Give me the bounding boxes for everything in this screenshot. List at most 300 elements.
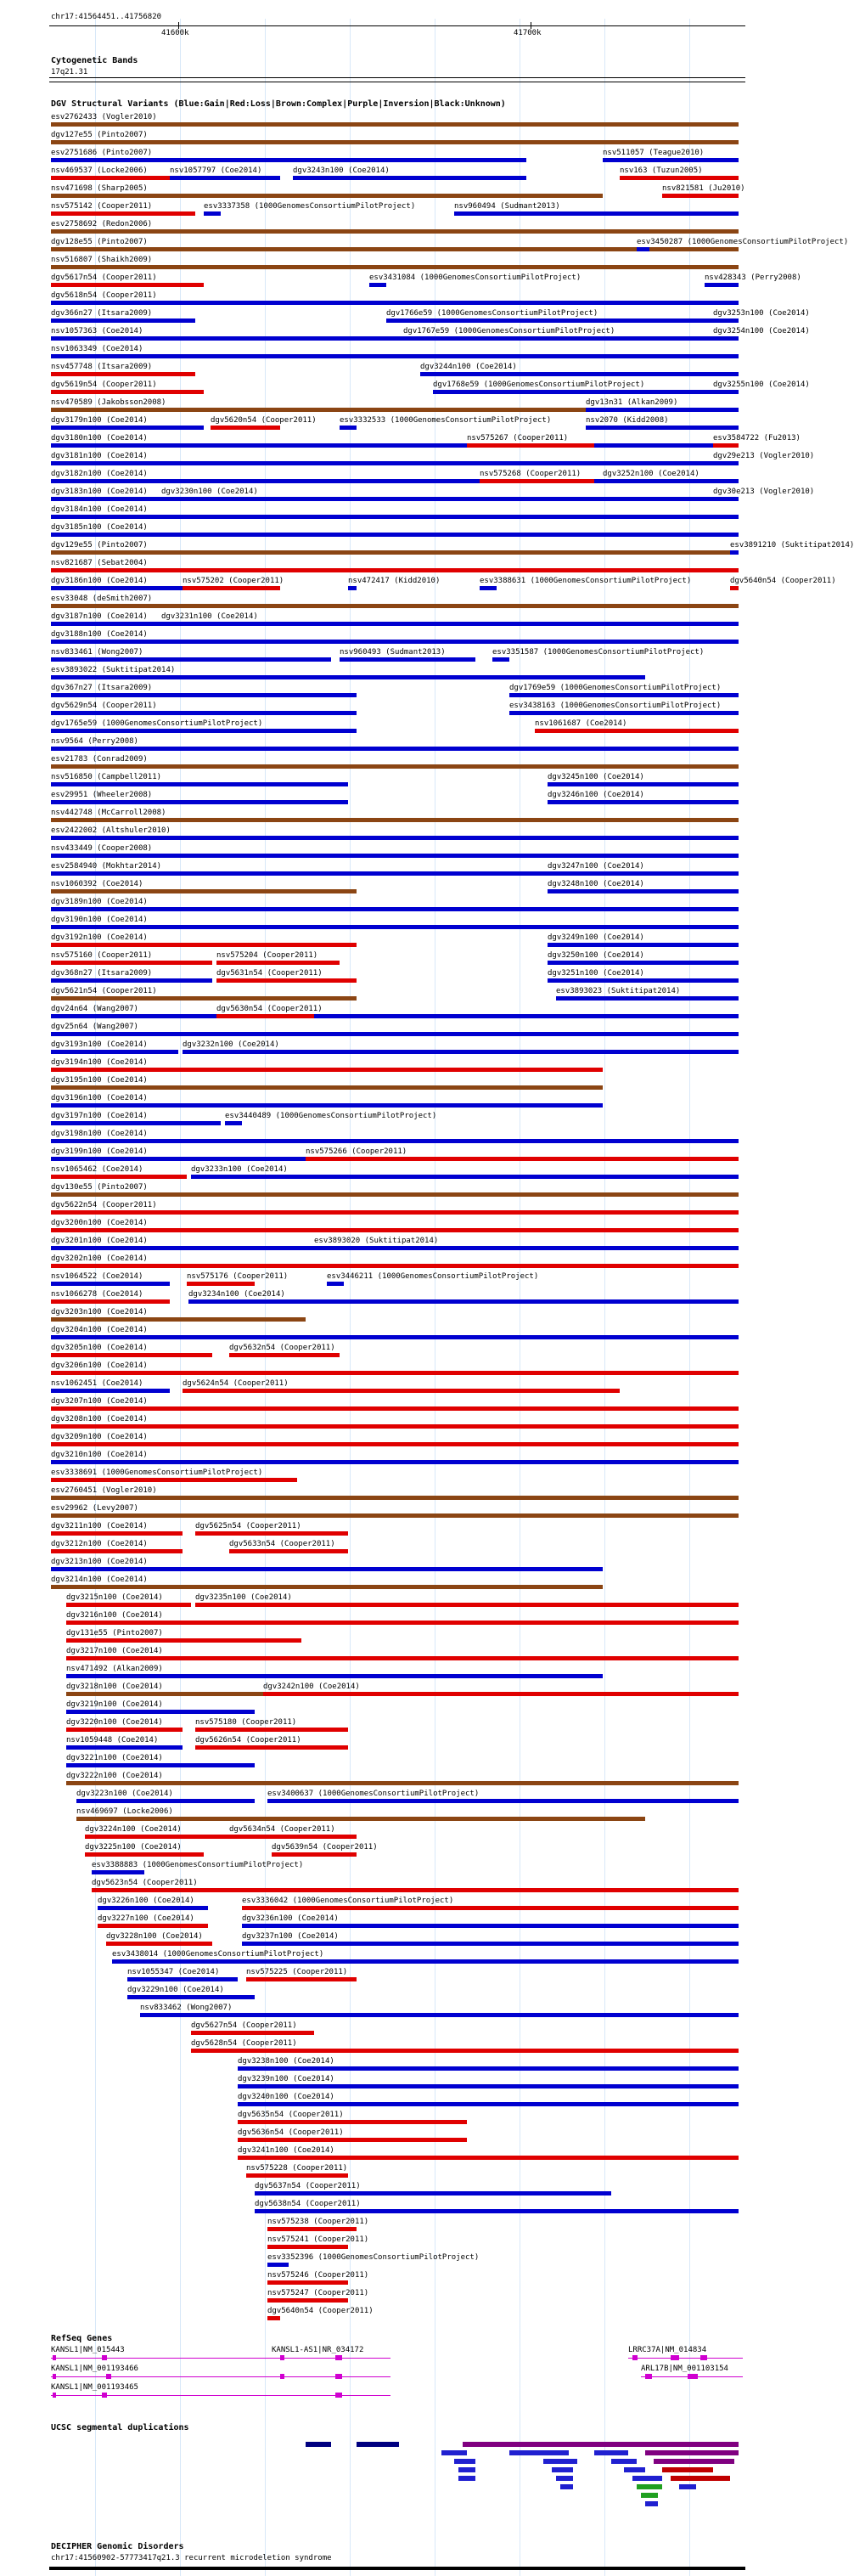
sv-feature-bar[interactable] [183,1389,620,1393]
sv-feature-bar[interactable] [242,1924,739,1928]
sv-feature-bar[interactable] [348,586,357,590]
sv-feature-label[interactable]: nsv575202 (Cooper2011) [183,577,284,585]
sv-feature-bar[interactable] [713,390,739,394]
sv-feature-label[interactable]: nsv9564 (Perry2008) [51,737,138,746]
sv-feature-bar[interactable] [187,1282,255,1286]
sv-feature-label[interactable]: dgv5634n54 (Cooper2011) [229,1825,335,1834]
sv-feature-label[interactable]: dgv129e55 (Pinto2007) [51,541,148,550]
sv-feature-label[interactable]: nsv428343 (Perry2008) [705,273,801,282]
sv-feature-bar[interactable] [51,657,331,662]
sv-feature-label[interactable]: nsv516850 (Campbell2011) [51,773,162,781]
sv-feature-bar[interactable] [51,1103,603,1108]
sv-feature-label[interactable]: nsv575142 (Cooper2011) [51,202,153,211]
segdup-block[interactable] [624,2467,645,2472]
sv-feature-label[interactable]: dgv5638n54 (Cooper2011) [255,2200,361,2208]
sv-feature-label[interactable]: dgv3249n100 (Coe2014) [548,933,644,942]
sv-feature-bar[interactable] [216,1014,314,1018]
sv-feature-bar[interactable] [51,675,645,679]
sv-feature-bar[interactable] [66,1621,739,1625]
gene-label[interactable]: ARL17B|NM_001103154 [641,2365,728,2373]
sv-feature-label[interactable]: dgv5625n54 (Cooper2011) [195,1522,301,1530]
sv-feature-label[interactable]: dgv3185n100 (Coe2014) [51,523,148,532]
sv-feature-bar[interactable] [66,1603,191,1607]
sv-feature-bar[interactable] [267,2280,348,2285]
sv-feature-label[interactable]: dgv3202n100 (Coe2014) [51,1254,148,1263]
sv-feature-label[interactable]: nsv1064522 (Coe2014) [51,1272,143,1281]
sv-feature-bar[interactable] [238,2066,739,2071]
sv-feature-bar[interactable] [51,390,204,394]
sv-feature-label[interactable]: dgv24n64 (Wang2007) [51,1005,138,1013]
sv-feature-label[interactable]: dgv3184n100 (Coe2014) [51,505,148,514]
sv-feature-bar[interactable] [51,1389,170,1393]
sv-feature-bar[interactable] [51,996,357,1001]
sv-feature-label[interactable]: nsv575204 (Cooper2011) [216,951,318,960]
sv-feature-bar[interactable] [195,1531,348,1536]
sv-feature-label[interactable]: esv3388631 (1000GenomesConsortiumPilotProject) [480,577,692,585]
sv-feature-label[interactable]: esv29962 (Levy2007) [51,1504,138,1513]
sv-feature-label[interactable]: nsv833461 (Wong2007) [51,648,143,657]
sv-feature-label[interactable]: dgv3215n100 (Coe2014) [66,1593,163,1602]
sv-feature-bar[interactable] [51,1549,183,1553]
segdup-block[interactable] [594,2450,628,2455]
sv-feature-bar[interactable] [51,568,739,572]
sv-feature-label[interactable]: esv3893020 (Suktitipat2014) [314,1237,439,1245]
sv-feature-bar[interactable] [403,336,739,341]
sv-feature-label[interactable]: esv2584940 (Mokhtar2014) [51,862,162,871]
sv-feature-label[interactable]: dgv3255n100 (Coe2014) [713,380,810,389]
sv-feature-bar[interactable] [51,122,739,127]
sv-feature-label[interactable]: dgv3228n100 (Coe2014) [106,1932,203,1941]
sv-feature-label[interactable]: dgv3242n100 (Coe2014) [263,1683,360,1691]
sv-feature-bar[interactable] [195,1745,348,1750]
sv-feature-label[interactable]: dgv3217n100 (Coe2014) [66,1647,163,1655]
segdup-block[interactable] [637,2484,662,2489]
gene-label[interactable]: LRRC37A|NM_014834 [628,2346,707,2354]
sv-feature-bar[interactable] [51,818,739,822]
sv-feature-bar[interactable] [170,176,280,180]
sv-feature-bar[interactable] [76,1817,645,1821]
sv-feature-label[interactable]: dgv3238n100 (Coe2014) [238,2057,334,2066]
sv-feature-bar[interactable] [340,426,357,430]
sv-feature-bar[interactable] [66,1656,739,1660]
sv-feature-bar[interactable] [51,1121,221,1125]
sv-feature-label[interactable]: dgv3179n100 (Coe2014) [51,416,148,425]
sv-feature-label[interactable]: dgv5627n54 (Cooper2011) [191,2021,297,2030]
sv-feature-bar[interactable] [183,586,280,590]
sv-feature-bar[interactable] [713,318,739,323]
sv-feature-label[interactable]: dgv3244n100 (Coe2014) [420,363,517,371]
sv-feature-label[interactable]: nsv1055347 (Coe2014) [127,1968,220,1976]
sv-feature-bar[interactable] [106,1942,212,1946]
sv-feature-bar[interactable] [51,247,739,251]
gene-label[interactable]: KANSL1-AS1|NR_034172 [272,2346,364,2354]
sv-feature-bar[interactable] [556,996,739,1001]
sv-feature-label[interactable]: esv2751686 (Pinto2007) [51,149,153,157]
sv-feature-bar[interactable] [51,729,357,733]
sv-feature-bar[interactable] [51,194,603,198]
sv-feature-bar[interactable] [267,2245,348,2249]
sv-feature-bar[interactable] [238,2102,739,2106]
sv-feature-bar[interactable] [211,426,280,430]
sv-feature-label[interactable]: esv3332533 (1000GenomesConsortiumPilotProject) [340,416,552,425]
sv-feature-label[interactable]: nsv575228 (Cooper2011) [246,2164,348,2173]
sv-feature-label[interactable]: nsv1066278 (Coe2014) [51,1290,143,1299]
sv-feature-bar[interactable] [161,497,739,501]
sv-feature-bar[interactable] [51,1050,178,1054]
sv-feature-label[interactable]: dgv3226n100 (Coe2014) [98,1897,194,1905]
sv-feature-label[interactable]: dgv5629n54 (Cooper2011) [51,702,157,710]
sv-feature-label[interactable]: dgv130e55 (Pinto2007) [51,1183,148,1192]
sv-feature-label[interactable]: esv2758692 (Redon2006) [51,220,153,228]
sv-feature-label[interactable]: dgv1765e59 (1000GenomesConsortiumPilotProject) [51,719,263,728]
sv-feature-label[interactable]: dgv3254n100 (Coe2014) [713,327,810,335]
sv-feature-bar[interactable] [51,140,739,144]
sv-feature-label[interactable]: dgv3208n100 (Coe2014) [51,1415,148,1423]
sv-feature-label[interactable]: dgv3222n100 (Coe2014) [66,1772,163,1780]
sv-feature-bar[interactable] [467,443,594,448]
sv-feature-label[interactable]: nsv163 (Tuzun2005) [620,166,703,175]
sv-feature-label[interactable]: nsv1057797 (Coe2014) [170,166,262,175]
sv-feature-bar[interactable] [51,1478,297,1482]
sv-feature-bar[interactable] [480,586,497,590]
sv-feature-bar[interactable] [85,1852,204,1857]
sv-feature-label[interactable]: dgv3219n100 (Coe2014) [66,1700,163,1709]
sv-feature-bar[interactable] [51,265,739,269]
sv-feature-label[interactable]: esv3351587 (1000GenomesConsortiumPilotProject) [492,648,705,657]
sv-feature-bar[interactable] [340,657,475,662]
sv-feature-label[interactable]: dgv131e55 (Pinto2007) [66,1629,163,1637]
gene-label[interactable]: KANSL1|NM_015443 [51,2346,125,2354]
segdup-block[interactable] [552,2467,573,2472]
sv-feature-bar[interactable] [51,747,739,751]
sv-feature-label[interactable]: dgv5620n54 (Cooper2011) [211,416,317,425]
sv-feature-bar[interactable] [51,1531,183,1536]
sv-feature-bar[interactable] [188,1299,739,1304]
sv-feature-bar[interactable] [713,443,739,448]
sv-feature-label[interactable]: nsv1063349 (Coe2014) [51,345,143,353]
sv-feature-bar[interactable] [480,479,594,483]
sv-feature-label[interactable]: dgv3189n100 (Coe2014) [51,898,148,906]
sv-feature-label[interactable]: nsv575241 (Cooper2011) [267,2235,369,2244]
sv-feature-label[interactable]: dgv5639n54 (Cooper2011) [272,1843,378,1852]
sv-feature-label[interactable]: nsv470589 (Jakobsson2008) [51,398,166,407]
sv-feature-label[interactable]: dgv3237n100 (Coe2014) [242,1932,339,1941]
sv-feature-bar[interactable] [246,1977,357,1981]
sv-feature-label[interactable]: dgv3201n100 (Coe2014) [51,1237,148,1245]
sv-feature-label[interactable]: nsv2070 (Kidd2008) [586,416,669,425]
sv-feature-label[interactable]: dgv128e55 (Pinto2007) [51,238,148,246]
sv-feature-label[interactable]: dgv3241n100 (Coe2014) [238,2146,334,2155]
sv-feature-label[interactable]: dgv3234n100 (Coe2014) [188,1290,285,1299]
decipher-item-label[interactable]: chr17:41560902-57773417q21.3 recurrent microdeletion syndrome [51,2554,332,2562]
gene-model[interactable] [628,2358,743,2359]
sv-feature-bar[interactable] [51,1371,739,1375]
sv-feature-bar[interactable] [306,1157,739,1161]
sv-feature-bar[interactable] [713,497,739,501]
sv-feature-bar[interactable] [548,943,739,947]
sv-feature-label[interactable]: dgv3197n100 (Coe2014) [51,1112,148,1120]
sv-feature-label[interactable]: esv3388883 (1000GenomesConsortiumPilotProject) [92,1861,304,1869]
sv-feature-bar[interactable] [66,1781,739,1785]
sv-feature-label[interactable]: dgv3199n100 (Coe2014) [51,1147,148,1156]
sv-feature-label[interactable]: dgv3233n100 (Coe2014) [191,1165,288,1174]
sv-feature-bar[interactable] [263,1692,739,1696]
sv-feature-label[interactable]: dgv3248n100 (Coe2014) [548,880,644,888]
sv-feature-bar[interactable] [195,1728,348,1732]
sv-feature-label[interactable]: dgv3240n100 (Coe2014) [238,2093,334,2101]
sv-feature-label[interactable]: esv3893022 (Suktitipat2014) [51,666,176,674]
sv-feature-bar[interactable] [195,1603,739,1607]
sv-feature-bar[interactable] [267,1799,739,1803]
sv-feature-label[interactable]: nsv575267 (Cooper2011) [467,434,569,442]
cytoband-track-title[interactable]: Cytogenetic Bands [51,56,138,65]
dgv-track-title[interactable]: DGV Structural Variants (Blue:Gain|Red:Loss|Brown:Complex|Purple|Inversion|Black:Unknown) [51,99,506,109]
sv-feature-bar[interactable] [51,836,739,840]
sv-feature-label[interactable]: dgv5618n54 (Cooper2011) [51,291,157,300]
sv-feature-label[interactable]: dgv3252n100 (Coe2014) [603,470,699,478]
sv-feature-label[interactable]: esv3440489 (1000GenomesConsortiumPilotProject) [225,1112,437,1120]
sv-feature-bar[interactable] [586,426,739,430]
sv-feature-label[interactable]: nsv960493 (Sudmant2013) [340,648,446,657]
sv-feature-label[interactable]: esv3446211 (1000GenomesConsortiumPilotProject) [327,1272,539,1281]
sv-feature-bar[interactable] [112,1959,739,1964]
sv-feature-label[interactable]: dgv3239n100 (Coe2014) [238,2075,334,2083]
sv-feature-bar[interactable] [51,176,170,180]
sv-feature-label[interactable]: dgv3218n100 (Coe2014) [66,1683,163,1691]
sv-feature-bar[interactable] [51,1585,603,1589]
sv-feature-bar[interactable] [66,1674,603,1678]
sv-feature-label[interactable]: dgv3192n100 (Coe2014) [51,933,148,942]
sv-feature-label[interactable]: nsv516807 (Shaikh2009) [51,256,153,264]
sv-feature-label[interactable]: nsv821581 (Ju2010) [662,184,745,193]
sv-feature-label[interactable]: dgv3205n100 (Coe2014) [51,1344,148,1352]
sv-feature-bar[interactable] [293,176,526,180]
sv-feature-bar[interactable] [51,1032,739,1036]
sv-feature-bar[interactable] [548,871,739,876]
sv-feature-label[interactable]: nsv575268 (Cooper2011) [480,470,582,478]
sv-feature-bar[interactable] [51,1513,739,1518]
sv-feature-bar[interactable] [51,426,204,430]
sv-feature-label[interactable]: nsv433449 (Cooper2008) [51,844,153,853]
sv-feature-label[interactable]: esv3352396 (1000GenomesConsortiumPilotProject) [267,2253,480,2262]
sv-feature-bar[interactable] [51,1014,739,1018]
sv-feature-label[interactable]: dgv5626n54 (Cooper2011) [195,1736,301,1745]
segdup-block[interactable] [543,2459,577,2464]
segdup-block[interactable] [662,2467,713,2472]
sv-feature-bar[interactable] [51,1317,306,1322]
sv-feature-bar[interactable] [51,283,204,287]
sv-feature-bar[interactable] [51,943,357,947]
sv-feature-label[interactable]: dgv3182n100 (Coe2014) [51,470,148,478]
sv-feature-label[interactable]: dgv3243n100 (Coe2014) [293,166,390,175]
sv-feature-label[interactable]: nsv469537 (Locke2006) [51,166,148,175]
sv-feature-label[interactable]: dgv127e55 (Pinto2007) [51,131,148,139]
sv-feature-bar[interactable] [183,1050,739,1054]
segdup-block[interactable] [671,2476,730,2481]
gene-label[interactable]: KANSL1|NM_001193465 [51,2383,138,2392]
sv-feature-bar[interactable] [705,283,739,287]
sv-feature-label[interactable]: nsv1059448 (Coe2014) [66,1736,159,1745]
sv-feature-label[interactable]: dgv5633n54 (Cooper2011) [229,1540,335,1548]
sv-feature-label[interactable]: esv3584722 (Fu2013) [713,434,801,442]
sv-feature-bar[interactable] [255,2191,611,2196]
sv-feature-label[interactable]: nsv821687 (Sebat2004) [51,559,148,567]
segdup-block[interactable] [514,2442,739,2447]
sv-feature-label[interactable]: dgv5617n54 (Cooper2011) [51,273,157,282]
sv-feature-label[interactable]: dgv3194n100 (Coe2014) [51,1058,148,1067]
sv-feature-label[interactable]: dgv3221n100 (Coe2014) [66,1754,163,1762]
sv-feature-label[interactable]: dgv3188n100 (Coe2014) [51,630,148,639]
sv-feature-label[interactable]: dgv5637n54 (Cooper2011) [255,2182,361,2190]
sv-feature-bar[interactable] [51,1228,739,1232]
sv-feature-label[interactable]: dgv366n27 (Itsara2009) [51,309,153,318]
sv-feature-bar[interactable] [51,158,526,162]
sv-feature-label[interactable]: dgv5621n54 (Cooper2011) [51,987,157,995]
sv-feature-label[interactable]: esv21783 (Conrad2009) [51,755,148,764]
sv-feature-label[interactable]: esv3891210 (Suktitipat2014) [730,541,854,550]
sv-feature-bar[interactable] [51,461,739,465]
segdup-block[interactable] [645,2501,658,2506]
sv-feature-label[interactable]: dgv3247n100 (Coe2014) [548,862,644,871]
sv-feature-bar[interactable] [51,961,212,965]
sv-feature-label[interactable]: esv3438014 (1000GenomesConsortiumPilotProject) [112,1950,324,1959]
sv-feature-label[interactable]: nsv471698 (Sharp2005) [51,184,148,193]
sv-feature-bar[interactable] [51,1264,739,1268]
sv-feature-label[interactable]: nsv472417 (Kidd2010) [348,577,441,585]
sv-feature-bar[interactable] [586,408,739,412]
sv-feature-label[interactable]: nsv1065462 (Coe2014) [51,1165,143,1174]
sv-feature-label[interactable]: dgv3198n100 (Coe2014) [51,1130,148,1138]
sv-feature-label[interactable]: dgv5631n54 (Cooper2011) [216,969,323,978]
sv-feature-bar[interactable] [76,1799,255,1803]
segdup-block[interactable] [306,2442,331,2447]
sv-feature-bar[interactable] [51,604,739,608]
sv-feature-bar[interactable] [229,1549,348,1553]
segdup-block[interactable] [641,2493,658,2498]
sv-feature-bar[interactable] [548,978,739,983]
sv-feature-label[interactable]: dgv3231n100 (Coe2014) [161,612,258,621]
sv-feature-bar[interactable] [51,854,739,858]
sv-feature-label[interactable]: dgv3195n100 (Coe2014) [51,1076,148,1085]
sv-feature-bar[interactable] [229,1353,340,1357]
sv-feature-bar[interactable] [420,372,739,376]
sv-feature-label[interactable]: nsv575247 (Cooper2011) [267,2289,369,2297]
segdup-block[interactable] [679,2484,696,2489]
sv-feature-bar[interactable] [51,1406,739,1411]
sv-feature-bar[interactable] [216,978,357,983]
sv-feature-bar[interactable] [730,586,739,590]
sv-feature-bar[interactable] [92,1870,144,1874]
sv-feature-bar[interactable] [66,1638,301,1643]
sv-feature-label[interactable]: nsv575246 (Cooper2011) [267,2271,369,2280]
sv-feature-label[interactable]: nsv442748 (McCarroll2008) [51,809,166,817]
sv-feature-bar[interactable] [51,1175,187,1179]
sv-feature-label[interactable]: esv3337358 (1000GenomesConsortiumPilotProject) [204,202,416,211]
sv-feature-bar[interactable] [603,158,739,162]
sv-feature-bar[interactable] [51,354,739,358]
sv-feature-bar[interactable] [51,229,739,234]
sv-feature-bar[interactable] [51,1424,739,1429]
sv-feature-label[interactable]: nsv1061687 (Coe2014) [535,719,627,728]
sv-feature-label[interactable]: dgv5635n54 (Cooper2011) [238,2111,344,2119]
sv-feature-bar[interactable] [620,176,739,180]
sv-feature-label[interactable]: esv3438163 (1000GenomesConsortiumPilotProject) [509,702,722,710]
sv-feature-label[interactable]: dgv13n31 (Alkan2009) [586,398,678,407]
segdup-block[interactable] [645,2450,739,2455]
sv-feature-bar[interactable] [51,1496,739,1500]
sv-feature-bar[interactable] [492,657,509,662]
sv-feature-label[interactable]: dgv1767e59 (1000GenomesConsortiumPilotProject) [403,327,615,335]
sv-feature-label[interactable]: dgv3204n100 (Coe2014) [51,1326,148,1334]
sv-feature-bar[interactable] [272,1852,357,1857]
sv-feature-bar[interactable] [191,2049,739,2053]
sv-feature-bar[interactable] [51,711,357,715]
sv-feature-label[interactable]: dgv5636n54 (Cooper2011) [238,2128,344,2137]
sv-feature-label[interactable]: dgv1769e59 (1000GenomesConsortiumPilotProject) [509,684,722,692]
sv-feature-label[interactable]: dgv5632n54 (Cooper2011) [229,1344,335,1352]
sv-feature-label[interactable]: esv3893023 (Suktitipat2014) [556,987,681,995]
sv-feature-label[interactable]: dgv3203n100 (Coe2014) [51,1308,148,1316]
sv-feature-bar[interactable] [255,2209,739,2213]
sv-feature-bar[interactable] [238,2120,467,2124]
sv-feature-bar[interactable] [51,693,357,697]
sv-feature-bar[interactable] [327,1282,344,1286]
sv-feature-label[interactable]: dgv3180n100 (Coe2014) [51,434,148,442]
sv-feature-label[interactable]: dgv3196n100 (Coe2014) [51,1094,148,1102]
sv-feature-label[interactable]: dgv5619n54 (Cooper2011) [51,380,157,389]
sv-feature-label[interactable]: esv3450287 (1000GenomesConsortiumPilotProject) [637,238,849,246]
sv-feature-bar[interactable] [51,372,195,376]
sv-feature-bar[interactable] [238,2156,739,2160]
sv-feature-label[interactable]: dgv367n27 (Itsara2009) [51,684,153,692]
sv-feature-label[interactable]: dgv3207n100 (Coe2014) [51,1397,148,1406]
sv-feature-label[interactable]: dgv3206n100 (Coe2014) [51,1361,148,1370]
sv-feature-bar[interactable] [98,1924,208,1928]
sv-feature-bar[interactable] [66,1745,183,1750]
sv-feature-bar[interactable] [51,1192,739,1197]
sv-feature-label[interactable]: nsv833462 (Wong2007) [140,2004,233,2012]
sv-feature-bar[interactable] [51,640,739,644]
segdup-track-title[interactable]: UCSC segmental duplications [51,2423,189,2432]
segdup-block[interactable] [632,2476,662,2481]
sv-feature-bar[interactable] [51,1282,170,1286]
sv-feature-bar[interactable] [246,2173,348,2178]
sv-feature-label[interactable]: dgv3213n100 (Coe2014) [51,1558,148,1566]
sv-feature-bar[interactable] [229,1835,357,1839]
refseq-track-title[interactable]: RefSeq Genes [51,2334,113,2343]
sv-feature-bar[interactable] [51,586,187,590]
sv-feature-label[interactable]: dgv1766e59 (1000GenomesConsortiumPilotProject) [386,309,598,318]
sv-feature-bar[interactable] [51,1335,739,1339]
sv-feature-label[interactable]: nsv575180 (Cooper2011) [195,1718,297,1727]
sv-feature-bar[interactable] [267,2227,357,2231]
sv-feature-label[interactable]: nsv1062451 (Coe2014) [51,1379,143,1388]
sv-feature-label[interactable]: dgv5630n54 (Cooper2011) [216,1005,323,1013]
sv-feature-bar[interactable] [51,1085,603,1090]
sv-feature-label[interactable]: dgv5622n54 (Cooper2011) [51,1201,157,1209]
sv-feature-bar[interactable] [51,907,739,911]
sv-feature-label[interactable]: dgv1768e59 (1000GenomesConsortiumPilotProject) [433,380,645,389]
segdup-block[interactable] [611,2459,637,2464]
sv-feature-bar[interactable] [433,390,739,394]
sv-feature-label[interactable]: dgv3209n100 (Coe2014) [51,1433,148,1441]
sv-feature-label[interactable]: esv3338691 (1000GenomesConsortiumPilotProject) [51,1468,263,1477]
sv-feature-label[interactable]: dgv3251n100 (Coe2014) [548,969,644,978]
sv-feature-label[interactable]: nsv1060392 (Coe2014) [51,880,143,888]
sv-feature-bar[interactable] [191,2031,314,2035]
sv-feature-label[interactable]: dgv3225n100 (Coe2014) [85,1843,182,1852]
sv-feature-bar[interactable] [225,1121,242,1125]
